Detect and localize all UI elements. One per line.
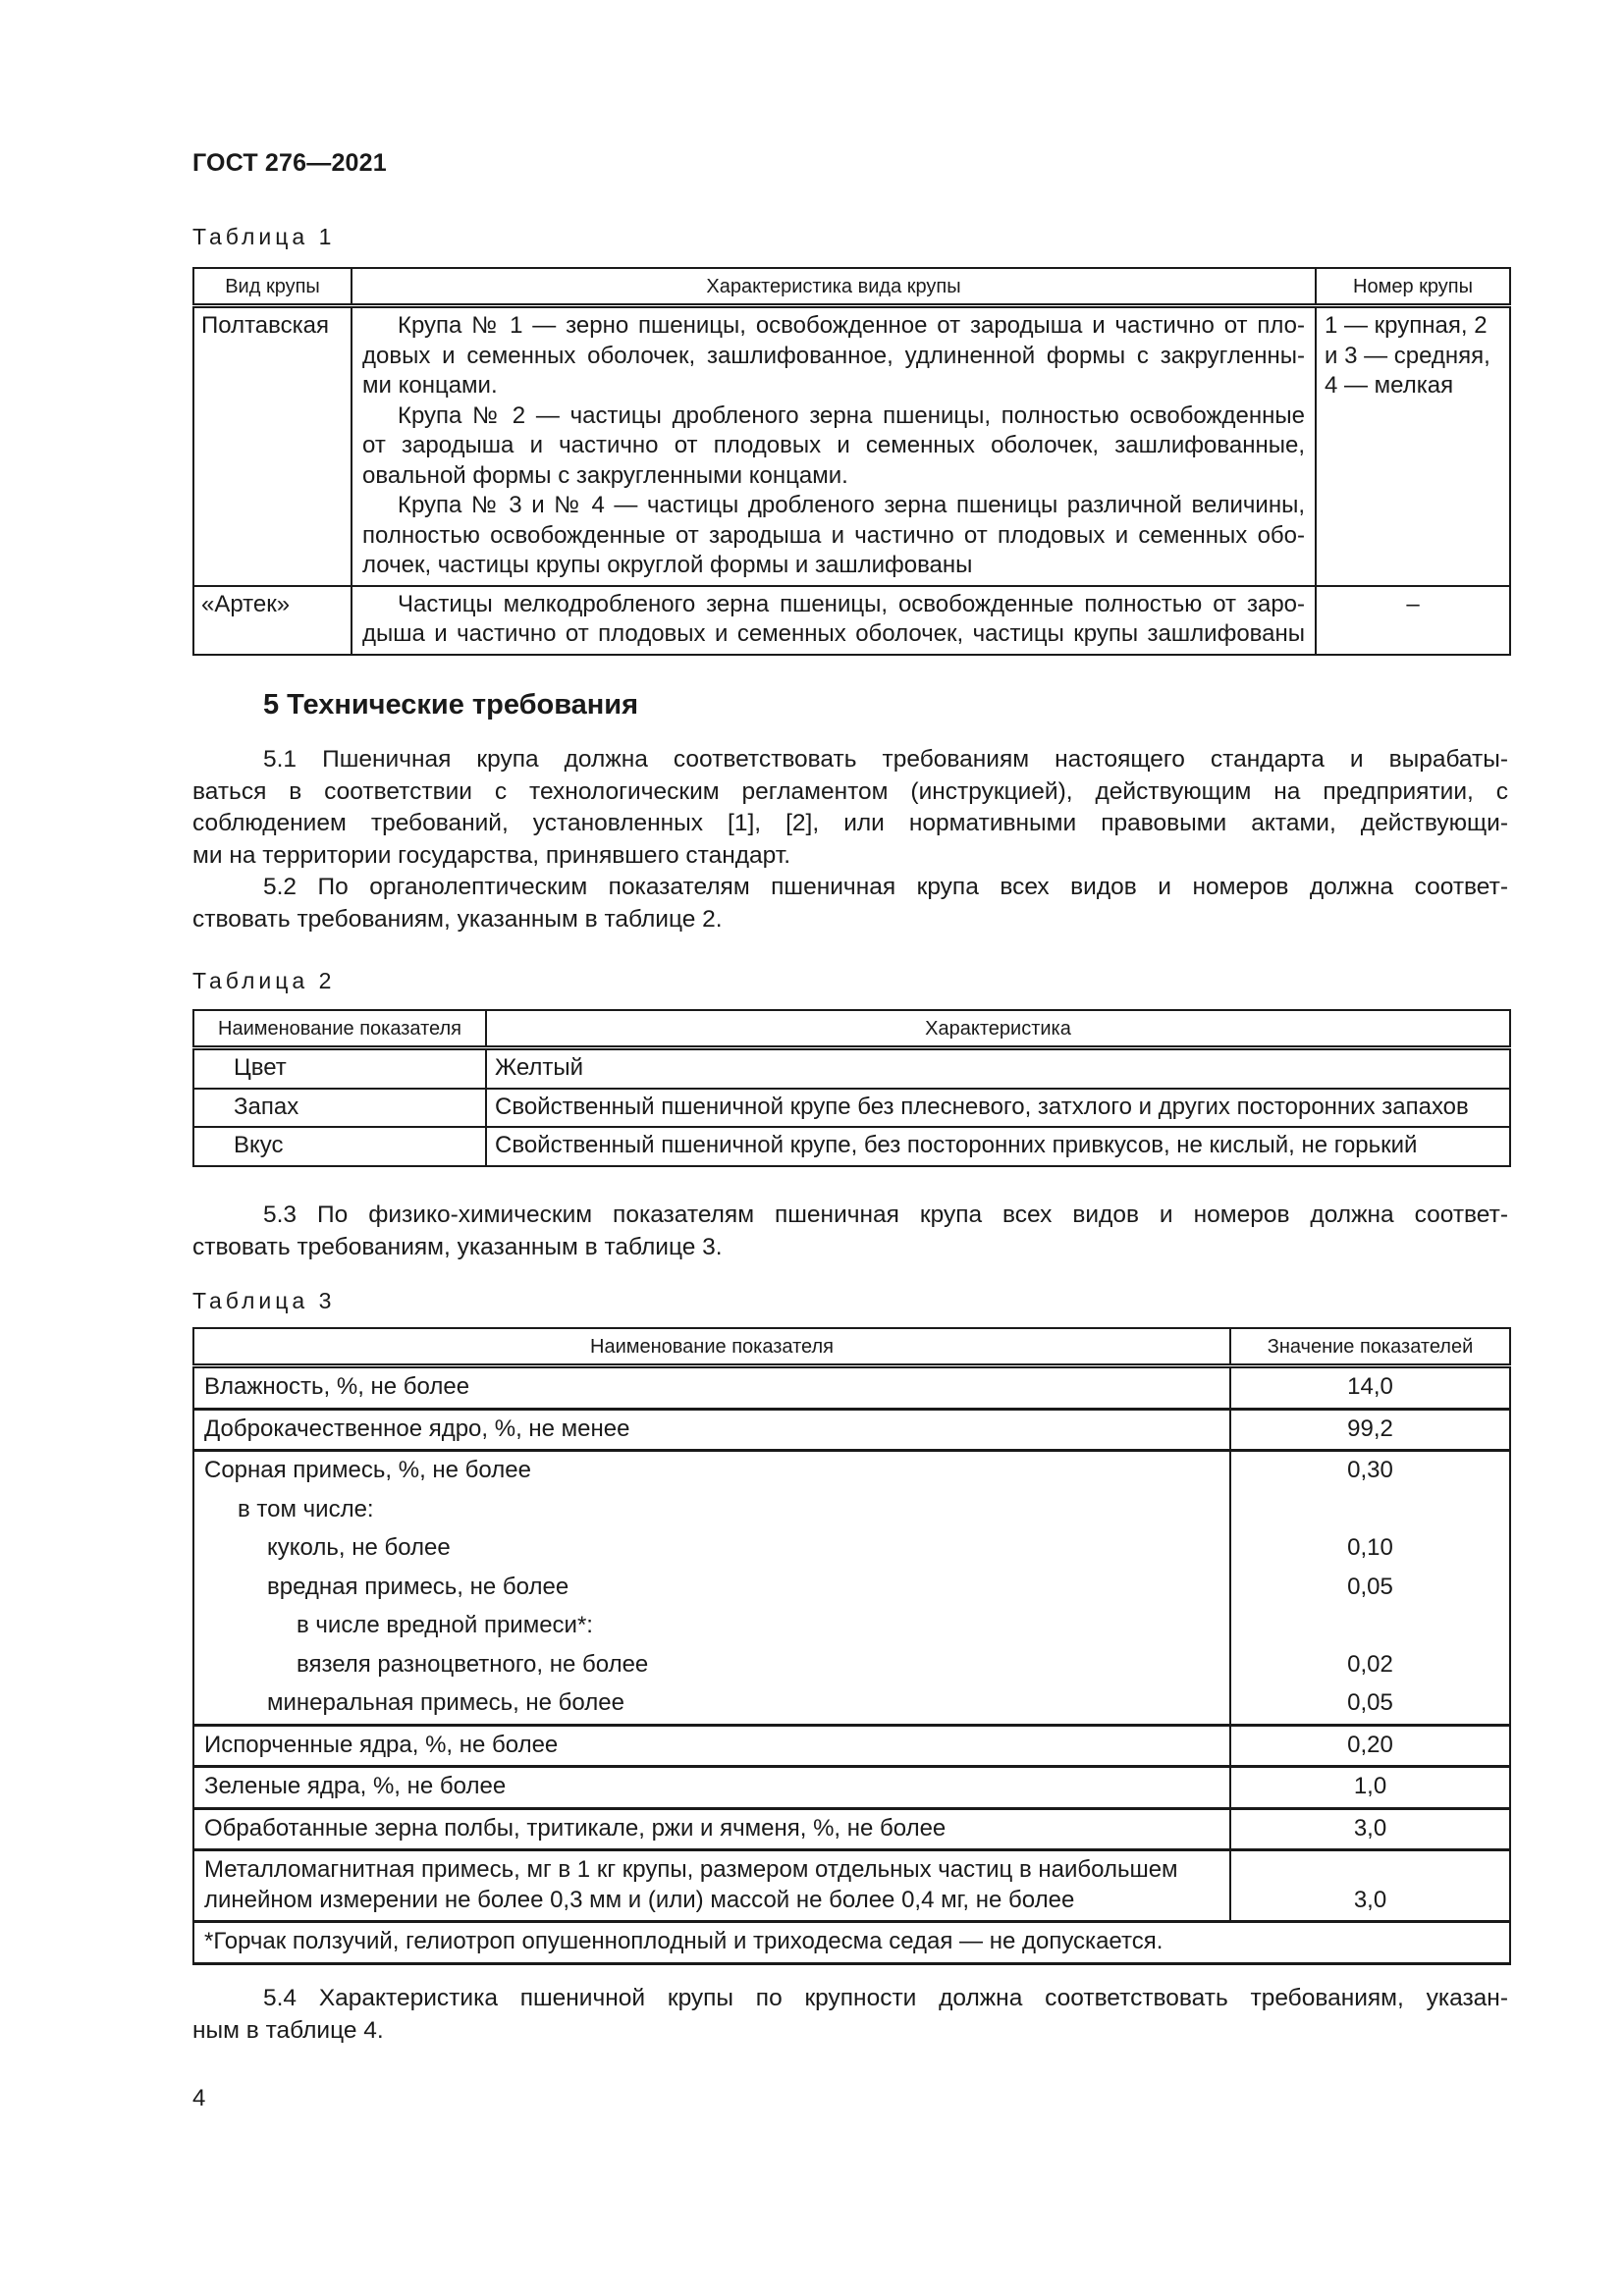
table-row	[193, 1089, 1510, 1128]
indicator-name: в том числе:	[193, 1491, 1230, 1530]
description-line: овальной формы с закругленными концами.	[362, 461, 848, 489]
table-row	[193, 1850, 1510, 1922]
table2-header-row	[193, 1010, 1510, 1048]
paragraph-5-2	[192, 872, 1508, 935]
indicator-name: Зеленые ядра, %, не более	[193, 1767, 1230, 1809]
table1-col-type: Вид крупы	[193, 268, 352, 306]
table-row	[193, 1451, 1510, 1491]
indicator-name: Сорная примесь, %, не более	[193, 1451, 1230, 1491]
number-line: и 3 — средняя,	[1325, 342, 1490, 369]
table-row	[193, 306, 1510, 586]
indicator-value: 99,2	[1230, 1409, 1510, 1451]
indicator-value: Свойственный пшеничной крупе без плесневого, затхлого и других посторонних запахов	[486, 1089, 1510, 1128]
table1-col-description: Характеристика вида крупы	[352, 268, 1316, 306]
table3-col-value: Значение показателей	[1230, 1328, 1510, 1366]
grain-type: Полтавская	[193, 306, 352, 586]
indicator-value: Свойственный пшеничной крупе, без посторонних привкусов, не кислый, не горький	[486, 1127, 1510, 1166]
table-row	[193, 586, 1510, 655]
table-row	[193, 1725, 1510, 1767]
table1-col-number: Номер крупы	[1316, 268, 1510, 306]
description-line: довых и семенных оболочек, зашлифованное, удлиненной формы с закругленны-	[362, 342, 1305, 369]
indicator-value: 3,0	[1230, 1808, 1510, 1850]
table-row	[193, 1048, 1510, 1089]
description-line: Частицы мелкодробленого зерна пшеницы, освобожденные полностью от заро-	[398, 590, 1305, 617]
indicator-name: куколь, не более	[193, 1529, 1230, 1569]
indicator-name: Цвет	[193, 1048, 486, 1089]
description-line: от зародыша и частично от плодовых и семенных оболочек, зашлифованные,	[362, 432, 1305, 458]
indicator-name: минеральная примесь, не более	[193, 1684, 1230, 1725]
number-line: 1 — крупная, 2	[1325, 312, 1488, 339]
indicator-name: Испорченные ядра, %, не более	[193, 1725, 1230, 1767]
description-line: Крупа № 3 и № 4 — частицы дробленого зерна пшеницы различной величины,	[398, 492, 1305, 518]
indicator-name: Влажность, %, не более	[193, 1366, 1230, 1410]
indicator-value: 0,05	[1230, 1684, 1510, 1725]
indicator-name: Запах	[193, 1089, 486, 1128]
table-row	[193, 1767, 1510, 1809]
description-line: Крупа № 2 — частицы дробленого зерна пшеницы, полностью освобожденные	[398, 401, 1305, 429]
indicator-name	[193, 1850, 1230, 1922]
table-row	[193, 1529, 1510, 1569]
indicator-name-line: Металломагнитная примесь, мг в 1 кг крупы, размером отдельных частиц в наибольшем	[204, 1856, 1178, 1883]
grain-description	[352, 306, 1316, 586]
indicator-name: вредная примесь, не более	[193, 1569, 1230, 1608]
paragraph-line: ствовать требованиям, указанным в таблице 2.	[192, 905, 723, 933]
table-row	[193, 1409, 1510, 1451]
table1	[192, 267, 1511, 656]
table-row	[193, 1491, 1510, 1530]
indicator-name: в числе вредной примеси*:	[193, 1607, 1230, 1646]
section-title: 5 Технические требования	[263, 689, 639, 721]
table3-header-row	[193, 1328, 1510, 1366]
table1-caption: Таблица 1	[192, 224, 336, 249]
grain-number: –	[1316, 586, 1510, 655]
indicator-name: Обработанные зерна полбы, тритикале, ржи и ячменя, %, не более	[193, 1808, 1230, 1850]
table-row	[193, 1646, 1510, 1685]
paragraph-5-3	[192, 1200, 1508, 1263]
table2	[192, 1009, 1511, 1167]
paragraph-line: соблюдением требований, установленных [1], [2], или нормативными правовыми актами, действующи-	[192, 810, 1508, 836]
indicator-value: 0,30	[1230, 1451, 1510, 1491]
table3-col-name: Наименование показателя	[193, 1328, 1230, 1366]
page-number: 4	[192, 2085, 206, 2111]
indicator-name: Вкус	[193, 1127, 486, 1166]
table2-col-name: Наименование показателя	[193, 1010, 486, 1048]
table3-caption: Таблица 3	[192, 1288, 336, 1313]
paragraph-line: ным в таблице 4.	[192, 2016, 384, 2044]
table-footnote: *Горчак ползучий, гелиотроп опушенноплодный и триходесма седая — не допускается.	[193, 1922, 1510, 1964]
paragraph-line: ствовать требованиям, указанным в таблице 3.	[192, 1233, 723, 1260]
indicator-name: вязеля разноцветного, не более	[193, 1646, 1230, 1685]
description-line: ми концами.	[362, 372, 498, 399]
paragraph-line: ваться в соответствии с технологическим регламентом (инструкцией), действующим на предприятии, с	[192, 777, 1508, 805]
paragraph-line: 5.1 Пшеничная крупа должна соответствовать требованиям настоящего стандарта и вырабаты-	[263, 746, 1508, 773]
grain-type: «Артек»	[193, 586, 352, 655]
indicator-value: 0,10	[1230, 1529, 1510, 1569]
description-line: дыша и частично от плодовых и семенных оболочек, частицы крупы зашлифованы	[362, 620, 1305, 647]
table2-col-characteristic: Характеристика	[486, 1010, 1510, 1048]
paragraph-line: ми на территории государства, принявшего стандарт.	[192, 841, 791, 869]
table-row	[193, 1569, 1510, 1608]
indicator-value: 0,05	[1230, 1569, 1510, 1608]
table-row	[193, 1808, 1510, 1850]
table-row	[193, 1127, 1510, 1166]
table1-header-row	[193, 268, 1510, 306]
description-line: полностью освобожденные от зародыша и частично от плодовых и семенных обо-	[362, 521, 1305, 549]
document-header: ГОСТ 276—2021	[192, 149, 387, 177]
paragraph-line: 5.3 По физико-химическим показателям пшеничная крупа всех видов и номеров должна соответ-	[263, 1201, 1508, 1228]
table3	[192, 1327, 1511, 1965]
indicator-name: Доброкачественное ядро, %, не менее	[193, 1409, 1230, 1451]
grain-number	[1316, 306, 1510, 586]
paragraph-5-4	[192, 1983, 1508, 2047]
indicator-value	[1230, 1491, 1510, 1530]
table-row	[193, 1684, 1510, 1725]
description-line: Крупа № 1 — зерно пшеницы, освобожденное от зародыша и частично от пло-	[398, 312, 1305, 339]
table-row	[193, 1607, 1510, 1646]
table-row	[193, 1366, 1510, 1410]
table-footnote-row	[193, 1922, 1510, 1964]
description-line: лочек, частицы крупы округлой формы и зашлифованы	[362, 552, 973, 578]
paragraph-line: 5.4 Характеристика пшеничной крупы по крупности должна соответствовать требованиям, указан-	[263, 1985, 1508, 2011]
number-line: 4 — мелкая	[1325, 372, 1454, 399]
indicator-value: 14,0	[1230, 1366, 1510, 1410]
paragraph-line: 5.2 По органолептическим показателям пшеничная крупа всех видов и номеров должна соответ-	[263, 874, 1508, 900]
indicator-value: 0,20	[1230, 1725, 1510, 1767]
indicator-name-line: линейном измерении не более 0,3 мм и (или) массой не более 0,4 мг, не более	[204, 1886, 1075, 1913]
table2-caption: Таблица 2	[192, 968, 336, 993]
indicator-value: 1,0	[1230, 1767, 1510, 1809]
grain-description	[352, 586, 1316, 655]
indicator-value	[1230, 1607, 1510, 1646]
indicator-value: 0,02	[1230, 1646, 1510, 1685]
paragraph-5-1	[192, 744, 1508, 872]
indicator-value: 3,0	[1230, 1850, 1510, 1922]
indicator-value: Желтый	[486, 1048, 1510, 1089]
